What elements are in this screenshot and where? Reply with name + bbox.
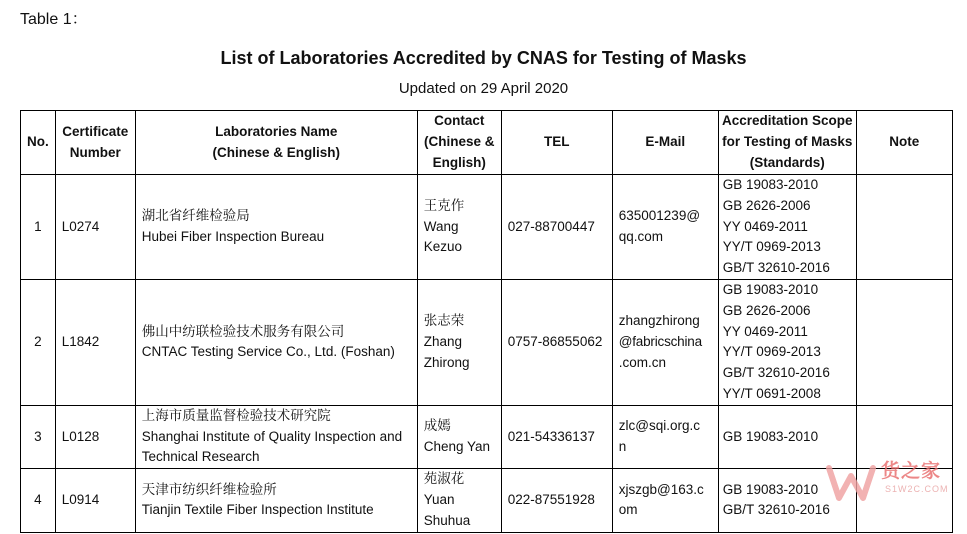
email-line: zhangzhirong: [618, 313, 700, 329]
header-text: for Testing of Masks: [722, 134, 853, 150]
standard-item: GB 2626-2006: [722, 197, 811, 213]
header-no: No.: [21, 111, 56, 175]
row-accreditation-scope: [718, 175, 856, 280]
table-row: [21, 405, 953, 468]
header-laboratory-name: [135, 111, 417, 175]
contact-line: Shuhua: [423, 512, 471, 528]
row-contact: [417, 469, 501, 532]
contact-line: 苑淑花: [423, 471, 465, 487]
contact-line: 王克作: [423, 197, 465, 213]
header-tel: TEL: [501, 111, 612, 175]
table-row: [21, 469, 953, 532]
header-text: (Standards): [749, 154, 825, 170]
row-accreditation-scope: [718, 279, 856, 405]
row-laboratory-name: [135, 175, 417, 280]
standard-item: YY 0469-2011: [722, 218, 808, 234]
email-line: .com.cn: [618, 354, 667, 370]
header-text: Contact: [434, 113, 485, 129]
contact-line: 张志荣: [423, 313, 465, 329]
standard-item: GB 19083-2010: [722, 481, 819, 497]
standard-item: GB 19083-2010: [722, 281, 819, 297]
watermark-url: S1W2C.COM: [885, 484, 949, 494]
header-text: (Chinese &: [423, 134, 495, 150]
header-text: English): [432, 154, 486, 170]
header-text: Certificate: [62, 123, 129, 139]
watermark-text: 货之家: [881, 461, 942, 482]
w-logo-icon: [823, 454, 879, 510]
standard-item: GB/T 32610-2016: [722, 365, 830, 381]
row-note: [856, 279, 952, 405]
email-line: @fabricschina: [618, 333, 702, 349]
standard-item: YY/T 0969-2013: [722, 239, 821, 255]
header-text: Number: [69, 144, 121, 160]
row-contact: [417, 405, 501, 468]
laboratories-table: [20, 110, 953, 533]
table-row: [21, 175, 953, 280]
header-contact: [417, 111, 501, 175]
table-header-row: [21, 111, 953, 175]
email-line: n: [618, 438, 627, 454]
email-line: xjszgb@163.c: [618, 481, 704, 497]
table-row: [21, 279, 953, 405]
row-laboratory-name: [135, 405, 417, 468]
lab-name-english: Shanghai Institute of Quality Inspection and: [141, 428, 403, 444]
contact-line: 成嫣: [423, 418, 451, 434]
contact-line: Kezuo: [423, 239, 463, 255]
standard-item: GB 19083-2010: [722, 428, 819, 444]
row-certificate-number: L0274: [55, 175, 135, 280]
contact-line: Zhang: [423, 333, 463, 349]
row-certificate-number: L1842: [55, 279, 135, 405]
updated-date: Updated on 29 April 2020: [398, 80, 569, 97]
standard-item: YY/T 0691-2008: [722, 385, 821, 401]
row-laboratory-name: [135, 469, 417, 532]
standard-item: YY/T 0969-2013: [722, 344, 821, 360]
row-laboratory-name: [135, 279, 417, 405]
standard-item: GB 19083-2010: [722, 177, 819, 192]
row-certificate-number: L0914: [55, 469, 135, 532]
row-no: 4: [21, 469, 56, 532]
standard-item: YY 0469-2011: [722, 323, 808, 339]
contact-line: Wang: [423, 218, 459, 234]
row-email: [612, 175, 718, 280]
header-accreditation-scope: [718, 111, 856, 175]
header-text: (Chinese & English): [212, 144, 340, 160]
row-certificate-number: L0128: [55, 405, 135, 468]
lab-name-chinese: 佛山中纺联检验技术服务有限公司: [141, 323, 345, 339]
email-line: om: [618, 502, 638, 518]
header-email: E-Mail: [612, 111, 718, 175]
row-email: [612, 469, 718, 532]
header-certificate-number: [55, 111, 135, 175]
row-email: [612, 279, 718, 405]
row-no: 1: [21, 175, 56, 280]
row-no: 3: [21, 405, 56, 468]
lab-name-english: Hubei Fiber Inspection Bureau: [141, 228, 325, 244]
row-no: 2: [21, 279, 56, 405]
table-caption: Table 1：: [20, 11, 88, 28]
standard-item: GB/T 32610-2016: [722, 260, 830, 276]
site-watermark: [823, 452, 953, 512]
row-contact: [417, 279, 501, 405]
lab-name-chinese: 天津市纺织纤维检验所: [141, 481, 277, 497]
contact-line: Yuan: [423, 491, 455, 507]
standard-item: GB/T 32610-2016: [722, 502, 830, 518]
row-contact: [417, 175, 501, 280]
header-text: Laboratories Name: [215, 123, 338, 139]
contact-line: Cheng Yan: [423, 438, 491, 454]
row-tel: 022-87551928: [501, 469, 612, 532]
lab-name-chinese: 上海市质量监督检验技术研究院: [141, 407, 331, 423]
row-email: [612, 405, 718, 468]
lab-name-english: Technical Research: [141, 449, 260, 465]
lab-name-english: Tianjin Textile Fiber Inspection Institute: [141, 502, 374, 518]
standard-item: GB 2626-2006: [722, 302, 811, 318]
email-line: zlc@sqi.org.c: [618, 418, 700, 434]
contact-line: Zhirong: [423, 354, 470, 370]
row-tel: 021-54336137: [501, 405, 612, 468]
lab-name-chinese: 湖北省纤维检验局: [141, 208, 250, 224]
row-tel: 0757-86855062: [501, 279, 612, 405]
header-note: Note: [856, 111, 952, 175]
email-line: qq.com: [618, 228, 664, 244]
row-tel: 027-88700447: [501, 175, 612, 280]
lab-name-english: CNTAC Testing Service Co., Ltd. (Foshan): [141, 344, 395, 360]
email-line: 635001239@: [618, 208, 701, 224]
header-text: Accreditation Scope: [721, 113, 853, 129]
document-title: List of Laboratories Accredited by CNAS for Testing of Masks: [220, 48, 747, 68]
row-note: [856, 175, 952, 280]
